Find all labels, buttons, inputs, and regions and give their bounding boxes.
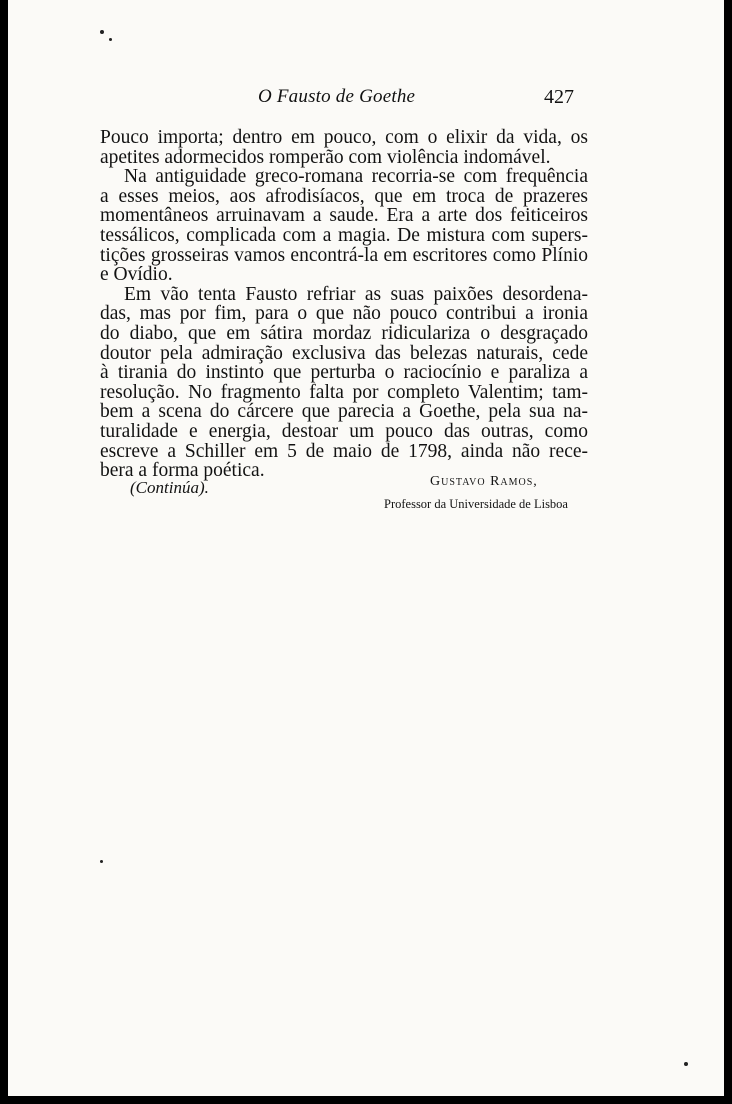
text-line: apetites adormecidos romperão com violência indomável. — [100, 146, 551, 168]
text-line: das, mas por fim, para o que não pouco contribui a ironia — [100, 303, 588, 325]
author-name: Gustavo Ramos, — [430, 474, 538, 489]
author-affiliation: Professor da Universidade de Lisboa — [384, 497, 568, 511]
text-line: doutor pela admiração exclusiva das belezas naturais, cede — [100, 342, 588, 364]
ink-speck — [109, 38, 112, 41]
text-line: tições grosseiras vamos encontrá-la em escritores como Plínio — [100, 244, 588, 266]
text-line: escreve a Schiller em 5 de maio de 1798, ainda não rece- — [100, 440, 588, 462]
text-line: Pouco importa; dentro em pouco, com o elixir da vida, os — [100, 127, 588, 148]
text-line: à tirania do instinto que perturba o raciocínio e paraliza a — [100, 362, 588, 384]
body-text — [100, 128, 588, 481]
text-line: tessálicos, complicada com a magia. De mistura com supers- — [100, 224, 588, 246]
text-line: e Ovídio. — [100, 264, 173, 286]
ink-speck — [100, 30, 104, 34]
text-line: Na antiguidade greco-romana recorria-se com frequência — [124, 166, 588, 188]
text-line: Em vão tenta Fausto refriar as suas paixões desordena- — [124, 283, 588, 305]
text-line: bera a forma poética. — [100, 460, 265, 482]
text-line: resolução. No fragmento falta por completo Valentim; tam- — [100, 381, 588, 403]
text-line: do diabo, que em sátira mordaz ridiculariza o desgraçado — [100, 322, 588, 344]
continua-note: (Continúa). — [130, 478, 209, 497]
text-line: momentâneos arruinavam a saude. Era a arte dos feiticeiros — [100, 205, 588, 227]
text-line: a esses meios, aos afrodisíacos, que em troca de prazeres — [100, 185, 588, 207]
text-line: bem a scena do cárcere que parecia a Goethe, pela sua na- — [100, 401, 588, 423]
page-number: 427 — [544, 86, 574, 108]
ink-speck — [100, 860, 103, 863]
ink-speck — [684, 1062, 688, 1066]
text-line: turalidade e energia, destoar um pouco das outras, como — [100, 420, 588, 442]
book-page — [8, 0, 724, 1096]
running-title: O Fausto de Goethe — [258, 86, 416, 107]
